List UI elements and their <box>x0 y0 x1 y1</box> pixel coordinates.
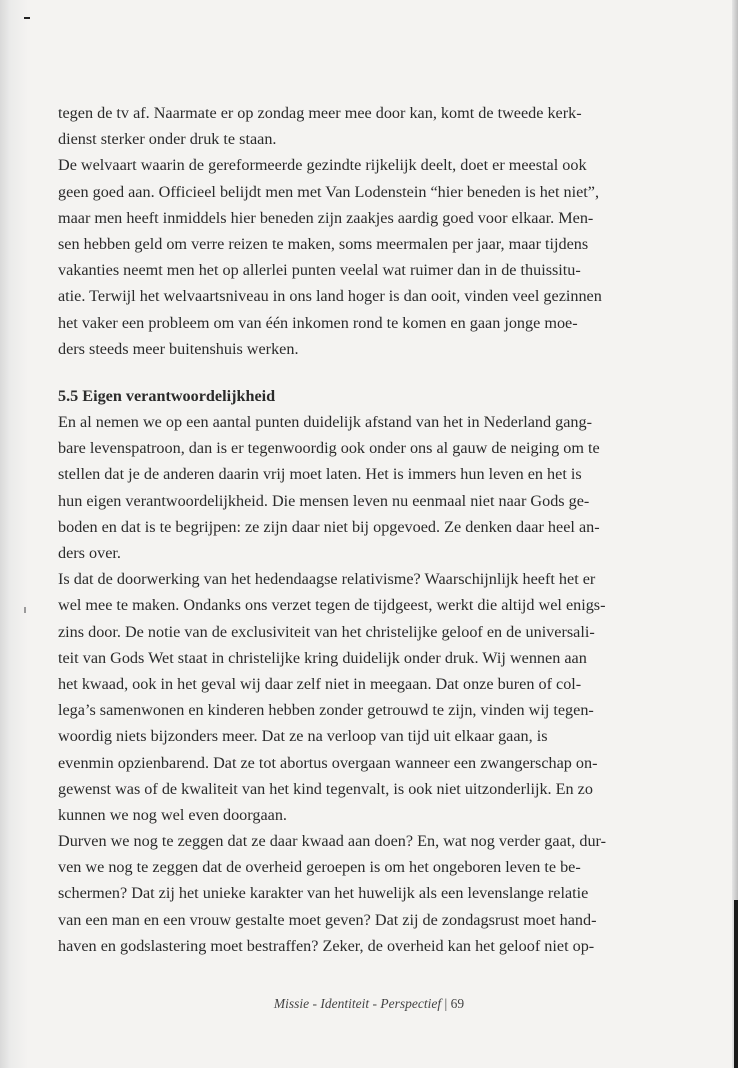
running-footer-title: Missie - Identiteit - Perspectief <box>273 996 442 1011</box>
text-line: dienst sterker onder druk te staan. <box>58 130 277 149</box>
text-line: stellen dat je de anderen daarin vrij moet laten. Het is immers hun leven en het is <box>58 465 582 484</box>
text-line: het kwaad, ook in het geval wij daar zelf niet in meegaan. Dat onze buren of col- <box>58 674 582 693</box>
text-line: En al nemen we op een aantal punten duidelijk afstand van het in Nederland gang- <box>58 413 592 432</box>
text-line: vakanties neemt men het op allerlei punten veelal wat ruimer dan in de thuissitu- <box>58 261 581 280</box>
text-line: ven we nog te zeggen dat de overheid geroepen is om het ongeboren leven te be- <box>58 858 581 877</box>
text-line: gewenst was of de kwaliteit van het kind tegenvalt, is ook niet uitzonderlijk. En zo <box>58 779 593 798</box>
paragraph-5 <box>58 828 658 959</box>
text-line: geen goed aan. Officieel belijdt men met Van Lodenstein “hier beneden is het niet”, <box>58 182 600 201</box>
text-line: teit van Gods Wet staat in christelijke kring duidelijk onder druk. Wij wennen aan <box>58 648 587 667</box>
paragraph-1 <box>58 100 658 152</box>
scan-mark <box>24 607 26 613</box>
scan-mark <box>24 17 30 19</box>
paragraph-3 <box>58 409 658 566</box>
text-line: evenmin opzienbarend. Dat ze tot abortus overgaan wanneer een zwangerschap on- <box>58 753 598 772</box>
footer-separator: | <box>441 996 451 1011</box>
section-heading: 5.5 Eigen verantwoordelijkheid <box>58 386 276 405</box>
text-line: lega’s samenwonen en kinderen hebben zonder getrouwd te zijn, vinden wij tegen- <box>58 701 594 720</box>
page-footer <box>0 996 738 1012</box>
text-line: tegen de tv af. Naarmate er op zondag meer mee door kan, komt de tweede kerk- <box>58 104 582 122</box>
body-text <box>58 100 658 959</box>
text-line: Is dat de doorwerking van het hedendaagse relativisme? Waarschijnlijk heeft het er <box>58 570 596 589</box>
text-line: woordig niets bijzonders meer. Dat ze na verloop van tijd uit elkaar gaan, is <box>58 727 548 746</box>
text-line: atie. Terwijl het welvaartsniveau in ons land hoger is dan ooit, vinden veel gezinnen <box>58 287 602 306</box>
text-line: hun eigen verantwoordelijkheid. Die mensen leven nu eenmaal niet naar Gods ge- <box>58 491 590 510</box>
text-line: bare levenspatroon, dan is er tegenwoordig ook onder ons al gauw de neiging om te <box>58 439 600 458</box>
text-line: wel mee te maken. Ondanks ons verzet tegen de tijdgeest, werkt die altijd wel enigs- <box>58 596 606 615</box>
paragraph-4 <box>58 566 658 828</box>
page-edge <box>732 0 738 1068</box>
paragraph-2 <box>58 152 658 362</box>
text-line: zins door. De notie van de exclusiviteit van het christelijke geloof en de universali- <box>58 622 595 641</box>
text-line: Durven we nog te zeggen dat ze daar kwaad aan doen? En, wat nog verder gaat, dur- <box>58 832 607 851</box>
text-line: sen hebben geld om verre reizen te maken, soms meermalen per jaar, maar tijdens <box>58 234 589 253</box>
text-line: haven en godslastering moet bestraffen? Zeker, de overheid kan het geloof niet op- <box>58 936 595 955</box>
text-line: boden en dat is te begrijpen: ze zijn daar niet bij opgevoed. Ze denken daar heel an- <box>58 517 600 536</box>
text-line: het vaker een probleem om van één inkomen rond te komen en gaan jonge moe- <box>58 313 578 332</box>
text-line: maar men heeft inmiddels hier beneden zijn zaakjes aardig goed voor elkaar. Men- <box>58 208 594 227</box>
text-line: kunnen we nog wel even doorgaan. <box>58 805 287 824</box>
text-line: ders over. <box>58 544 121 562</box>
text-line: ders steeds meer buitenshuis werken. <box>58 339 299 358</box>
text-line: van een man en een vrouw gestalte moet geven? Dat zij de zondagsrust moet hand- <box>58 910 597 929</box>
text-line: schermen? Dat zij het unieke karakter van het huwelijk als een levenslange relatie <box>58 884 589 903</box>
text-line: De welvaart waarin de gereformeerde gezindte rijkelijk deelt, doet er meestal ook <box>58 156 587 175</box>
page-number: 69 <box>450 996 465 1011</box>
